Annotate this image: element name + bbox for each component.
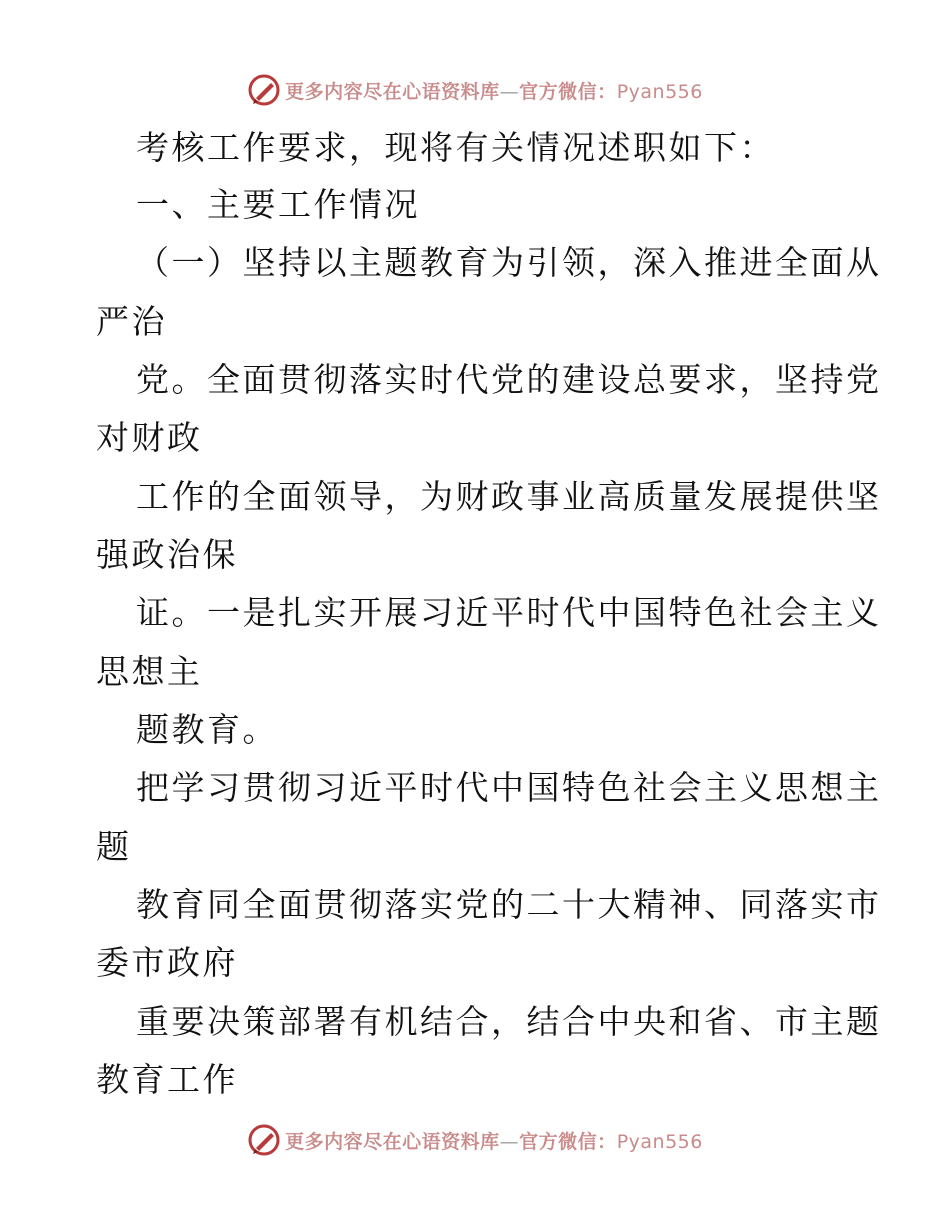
body-line: 考核工作要求，现将有关情况述职如下：: [136, 128, 775, 167]
header-banner-text: [285, 77, 703, 104]
body-line: 工作的全面领导，为财政事业高质量发展提供坚: [136, 477, 882, 516]
pen-seal-icon: [247, 1123, 281, 1157]
body-line: 思想主: [96, 652, 203, 691]
footer-banner-main: 更多内容尽在心语资料库: [285, 1130, 500, 1153]
body-line: 一、主要工作情况: [136, 185, 420, 224]
body-line: 把学习贯彻习近平时代中国特色社会主义思想主: [136, 768, 882, 807]
header-banner: [0, 70, 950, 110]
footer-banner-wechat-label: 官方微信：: [519, 1130, 617, 1153]
body-line: 教育工作: [96, 1060, 238, 1099]
footer-banner-separator: —: [499, 1130, 520, 1153]
body-line: 教育同全面贯彻落实党的二十大精神、同落实市: [136, 885, 882, 924]
header-banner-wechat-label: 官方微信：: [519, 80, 617, 103]
body-line: 重要决策部署有机结合，结合中央和省、市主题: [136, 1002, 882, 1041]
body-line: 题教育。: [136, 710, 278, 749]
footer-banner: [0, 1120, 950, 1160]
header-banner-account: Pyan556: [616, 80, 703, 103]
body-line: 证。一是扎实开展习近平时代中国特色社会主义: [136, 593, 882, 632]
body-line: 党。全面贯彻落实时代党的建设总要求，坚持党: [136, 360, 882, 399]
footer-banner-text: [285, 1127, 703, 1154]
body-line: 强政治保: [96, 535, 238, 574]
body-line: 对财政: [96, 418, 203, 457]
footer-banner-account: Pyan556: [616, 1130, 703, 1153]
body-line: （一）坚持以主题教育为引领，深入推进全面从: [136, 243, 882, 282]
body-line: 严治: [96, 302, 167, 341]
header-banner-main: 更多内容尽在心语资料库: [285, 80, 500, 103]
body-line: 委市政府: [96, 943, 238, 982]
body-line: 题: [96, 827, 132, 866]
pen-seal-icon: [247, 73, 281, 107]
header-banner-separator: —: [499, 80, 520, 103]
